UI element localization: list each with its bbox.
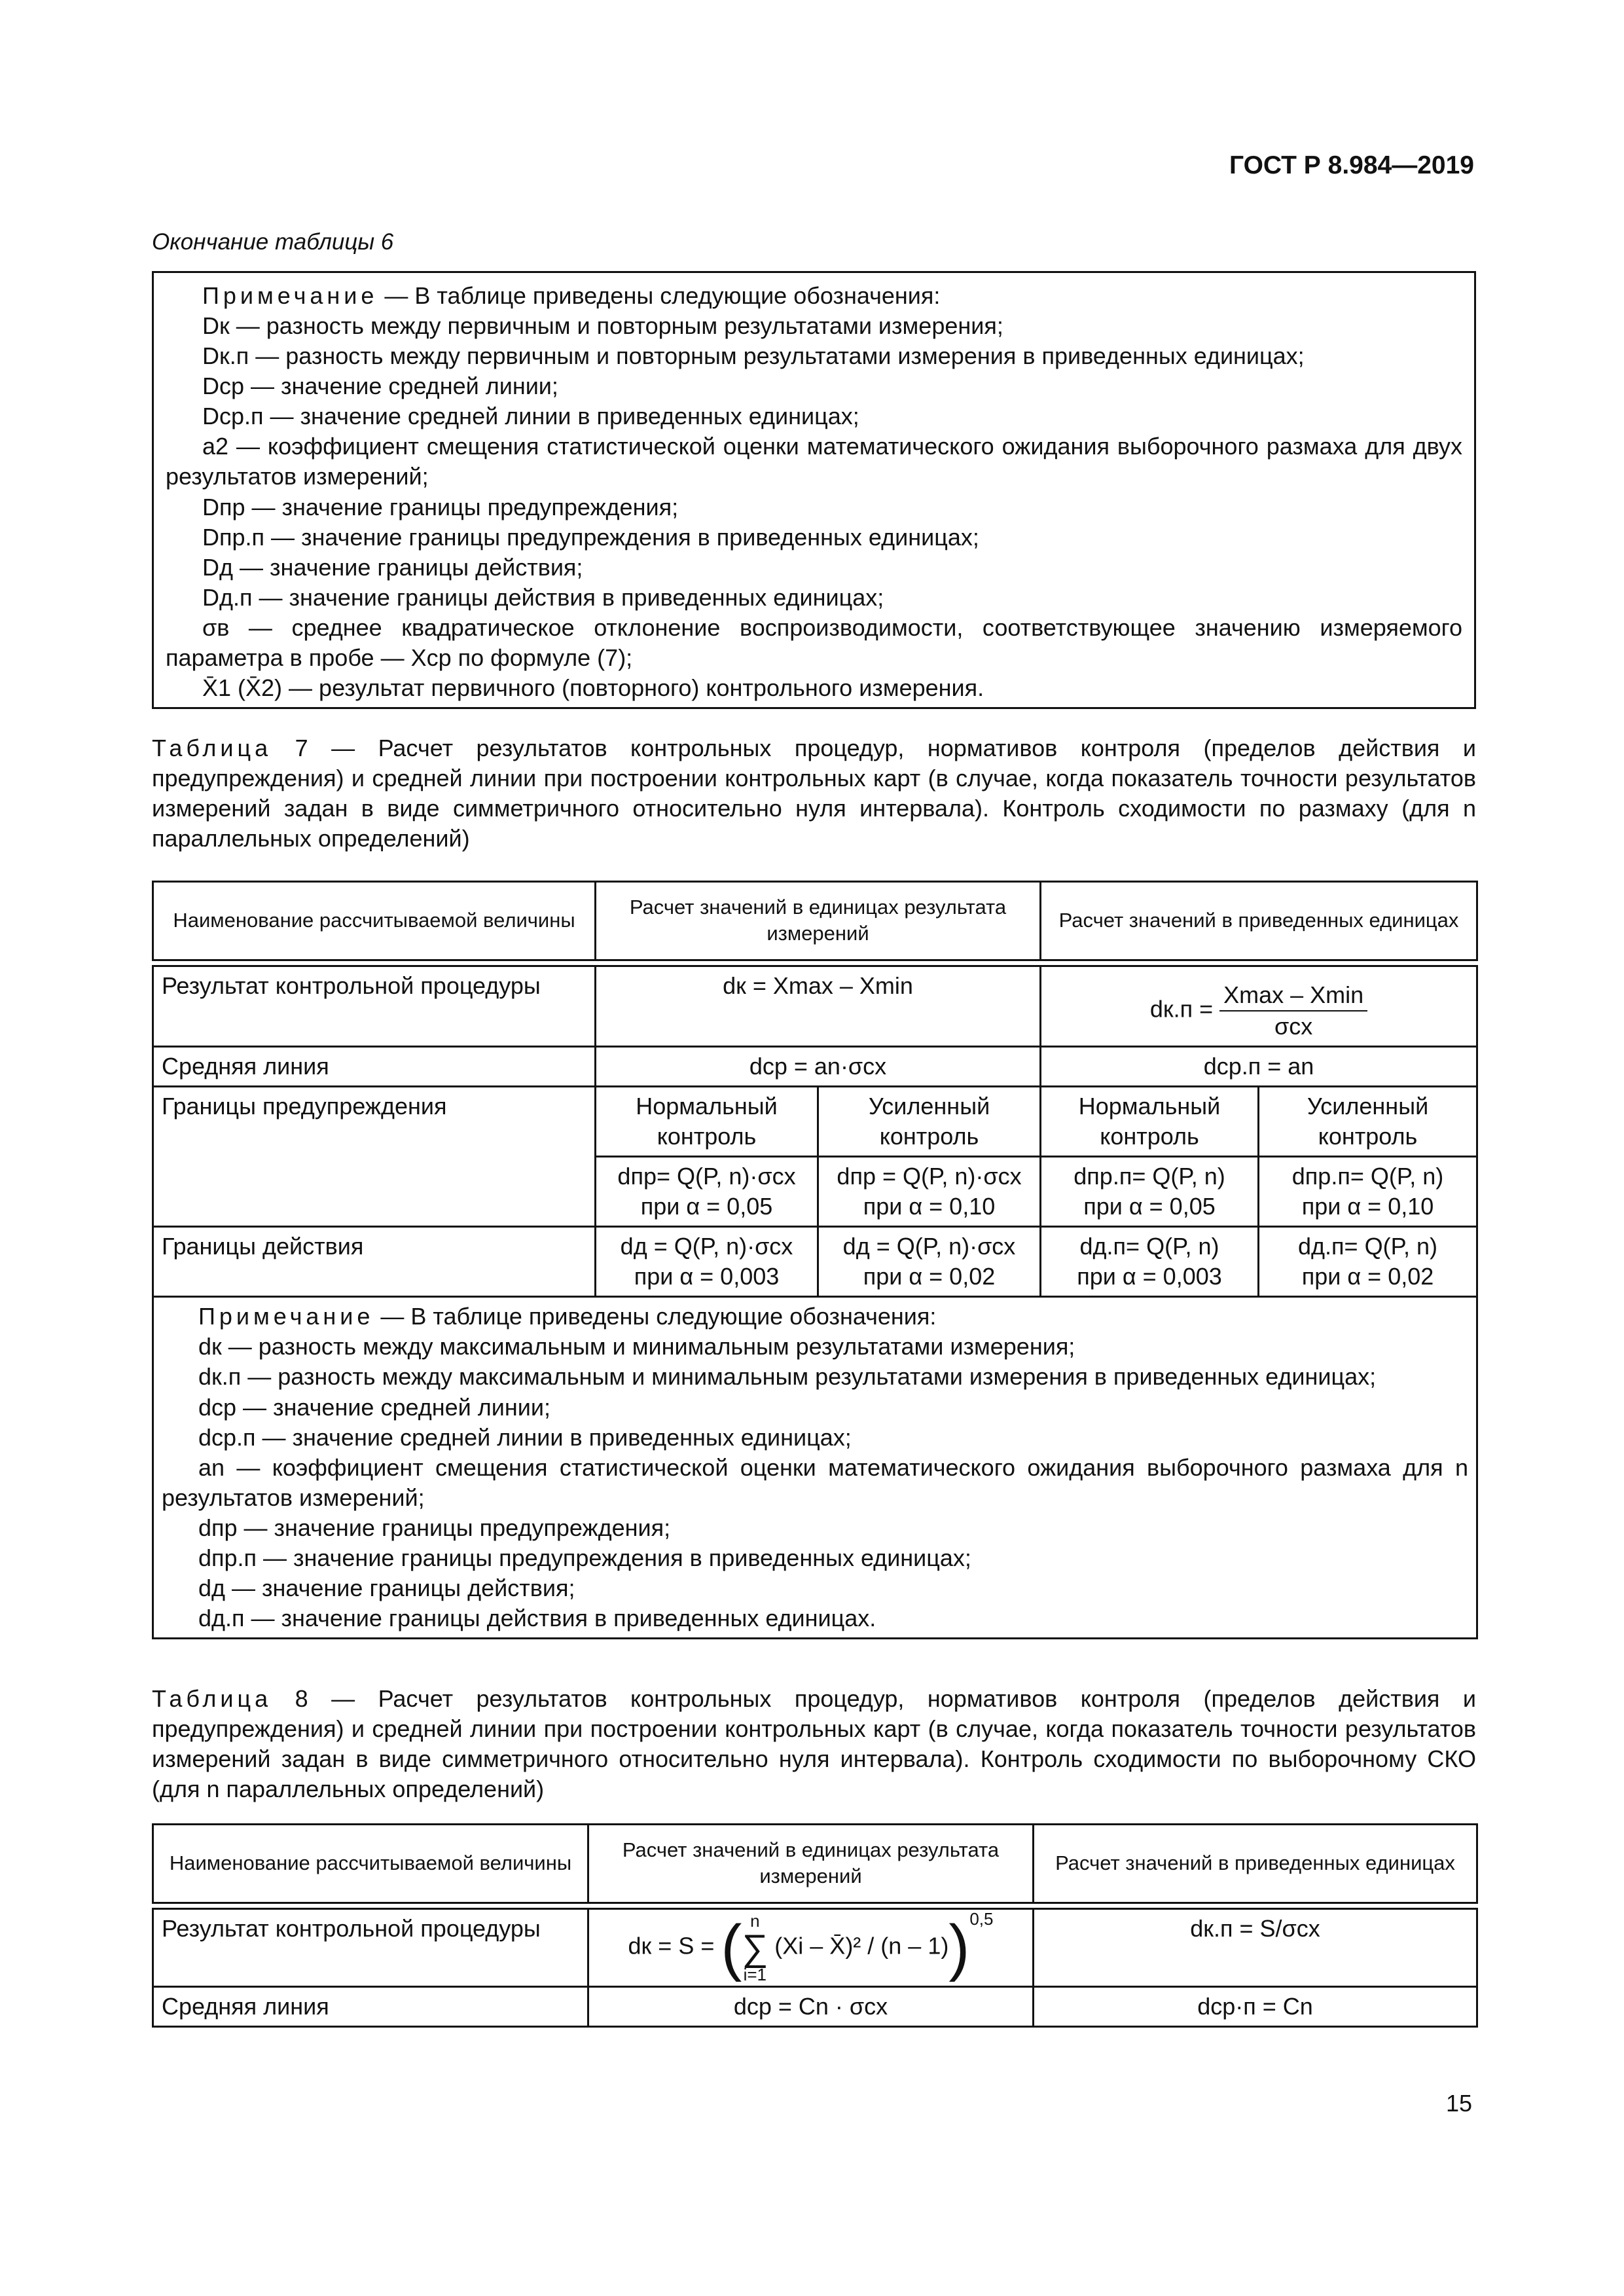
note-line: dк — разность между максимальным и минимальным результатами измерения; bbox=[198, 1333, 1075, 1360]
sum-sign: n ∑ i=1 bbox=[742, 1910, 768, 1984]
document-id: ГОСТ Р 8.984—2019 bbox=[1229, 151, 1474, 179]
note-line: Dпр — значение границы предупреждения; bbox=[202, 493, 679, 520]
fraction-numerator: Xmax – Xmin bbox=[1219, 980, 1367, 1011]
column-header: Расчет значений в единицах результата измерений bbox=[596, 882, 1041, 960]
note-line: Dср — значение средней линии; bbox=[202, 373, 558, 400]
row-label: Средняя линия bbox=[153, 1046, 596, 1086]
formula: dср = Cn · σсх bbox=[588, 1986, 1034, 2026]
table-row bbox=[153, 1086, 1477, 1156]
note-line: dд.п — значение границы действия в приведенных единицах. bbox=[198, 1605, 876, 1632]
formula: dпр.п= Q(P, n) при α = 0,10 bbox=[1259, 1156, 1477, 1226]
formula: dд.п= Q(P, n) при α = 0,003 bbox=[1041, 1227, 1259, 1297]
formula: dср.п = an bbox=[1041, 1046, 1477, 1086]
formula: dпр= Q(P, n)·σсх при α = 0,05 bbox=[596, 1156, 818, 1226]
note-line: σв — среднее квадратическое отклонение воспроизводимости, соответствующее значению измеряемого параметра в пробе — Xср по формуле (7); bbox=[166, 613, 1462, 671]
note-line: Dд.п — значение границы действия в приведенных единицах; bbox=[202, 583, 884, 611]
table-header-row bbox=[153, 1825, 1477, 1903]
row-label: Средняя линия bbox=[153, 1986, 588, 2026]
note-line: dк.п — разность между максимальным и минимальным результатами измерения в приведенных единицах; bbox=[198, 1363, 1377, 1391]
row-label: Результат контрольной процедуры bbox=[153, 966, 596, 1046]
formula-body: (Xi – X̄)² / (n – 1) bbox=[774, 1932, 949, 1959]
note-intro: Примечание — В таблице приведены следующие обозначения: bbox=[198, 1303, 937, 1330]
page-number: 15 bbox=[1445, 2090, 1472, 2117]
table-header-row bbox=[153, 882, 1477, 960]
note-line: Dср.п — значение средней линии в приведенных единицах; bbox=[202, 403, 859, 430]
formula: dпр.п= Q(P, n) при α = 0,05 bbox=[1041, 1156, 1259, 1226]
table-row bbox=[153, 966, 1477, 1046]
formula: dср = an·σсх bbox=[596, 1046, 1041, 1086]
sub-header: Усиленный контроль bbox=[1259, 1086, 1477, 1156]
sub-header: Нормальный контроль bbox=[1041, 1086, 1259, 1156]
formula: dд = Q(P, n)·σсх при α = 0,02 bbox=[818, 1227, 1041, 1297]
formula: dк.п = S/σсх bbox=[1034, 1908, 1477, 1986]
formula: dд.п= Q(P, n) при α = 0,02 bbox=[1259, 1227, 1477, 1297]
note-line: dд — значение границы действия; bbox=[198, 1575, 575, 1601]
note-line: Dпр.п — значение границы предупреждения в приведенных единицах; bbox=[202, 523, 979, 551]
row-label: Результат контрольной процедуры bbox=[153, 1908, 588, 1986]
table-row bbox=[153, 1986, 1477, 2026]
table-row bbox=[153, 1046, 1477, 1086]
formula: dд = Q(P, n)·σсх при α = 0,003 bbox=[596, 1227, 818, 1297]
column-header: Расчет значений в единицах результата измерений bbox=[588, 1825, 1034, 1903]
column-header: Наименование рассчитываемой величины bbox=[153, 882, 596, 960]
table6-note bbox=[152, 271, 1476, 709]
fraction bbox=[1219, 980, 1367, 1042]
formula: dср·п = Cn bbox=[1034, 1986, 1477, 2026]
note-line: an — коэффициент смещения статистической оценки математического ожидания выборочного размаха для n результатов измерений; bbox=[162, 1453, 1469, 1511]
column-header: Расчет значений в приведенных единицах bbox=[1041, 882, 1477, 960]
note-line: dпр — значение границы предупреждения; bbox=[198, 1514, 671, 1541]
note-line: dпр.п — значение границы предупреждения в приведенных единицах; bbox=[198, 1544, 971, 1571]
note-line: X̄1 (X̄2) — результат первичного (повторного) контрольного измерения. bbox=[202, 674, 984, 702]
column-header: Наименование рассчитываемой величины bbox=[153, 1825, 588, 1903]
formula-lhs: dк = S = bbox=[628, 1932, 715, 1959]
formula-exponent: 0,5 bbox=[969, 1908, 994, 1929]
table7 bbox=[152, 881, 1478, 1639]
note-line: dср.п — значение средней линии в приведенных единицах; bbox=[198, 1423, 852, 1451]
table8-caption: Таблица 8 — Расчет результатов контрольных процедур, нормативов контроля (пределов действия и предупреждения) и средней линии при построении контрольных карт (в случае, когда показатель точности результатов измерений задан в виде симметричного относительно нуля интервала). Контроль сходимости по выборочному СКО (для n параллельных определений) bbox=[152, 1685, 1476, 1803]
table7-caption: Таблица 7 — Расчет результатов контрольных процедур, нормативов контроля (пределов действия и предупреждения) и средней линии при построении контрольных карт (в случае, когда показатель точности результатов измерений задан в виде симметричного относительно нуля интервала). Контроль сходимости по размаху (для n параллельных определений) bbox=[152, 735, 1476, 852]
row-label: Границы предупреждения bbox=[153, 1086, 596, 1226]
formula: dк = S = ( n ∑ i=1 (Xi – X̄)² / (n – 1))$^{0,5}$ bbox=[588, 1908, 1034, 1986]
table-row bbox=[153, 1908, 1477, 1986]
note-line: dср — значение средней линии; bbox=[198, 1393, 550, 1421]
note-line: a2 — коэффициент смещения статистической оценки математического ожидания выборочного размаха для двух результатов измерений; bbox=[166, 433, 1462, 490]
row-label: Границы действия bbox=[153, 1227, 596, 1297]
formula-lhs: dк.п = bbox=[1149, 995, 1214, 1023]
formula bbox=[1041, 966, 1477, 1046]
note-intro: Примечание — В таблице приведены следующие обозначения: bbox=[202, 282, 941, 309]
sub-header: Нормальный контроль bbox=[596, 1086, 818, 1156]
table-continuation-label: Окончание таблицы 6 bbox=[152, 229, 394, 255]
note-line: Dк.п — разность между первичным и повторным результатами измерения в приведенных единицах; bbox=[202, 342, 1305, 370]
table7-note bbox=[153, 1297, 1477, 1639]
column-header: Расчет значений в приведенных единицах bbox=[1034, 1825, 1477, 1903]
fraction-denominator: σсх bbox=[1274, 1012, 1313, 1040]
formula: dпр = Q(P, n)·σсх при α = 0,10 bbox=[818, 1156, 1041, 1226]
note-line: Dк — разность между первичным и повторным результатами измерения; bbox=[202, 312, 1003, 340]
sub-header: Усиленный контроль bbox=[818, 1086, 1041, 1156]
formula: dк = Xmax – Xmin bbox=[596, 966, 1041, 1046]
table8 bbox=[152, 1823, 1478, 2028]
note-line: Dд — значение границы действия; bbox=[202, 553, 583, 581]
table-row bbox=[153, 1227, 1477, 1297]
table-note-row bbox=[153, 1297, 1477, 1639]
